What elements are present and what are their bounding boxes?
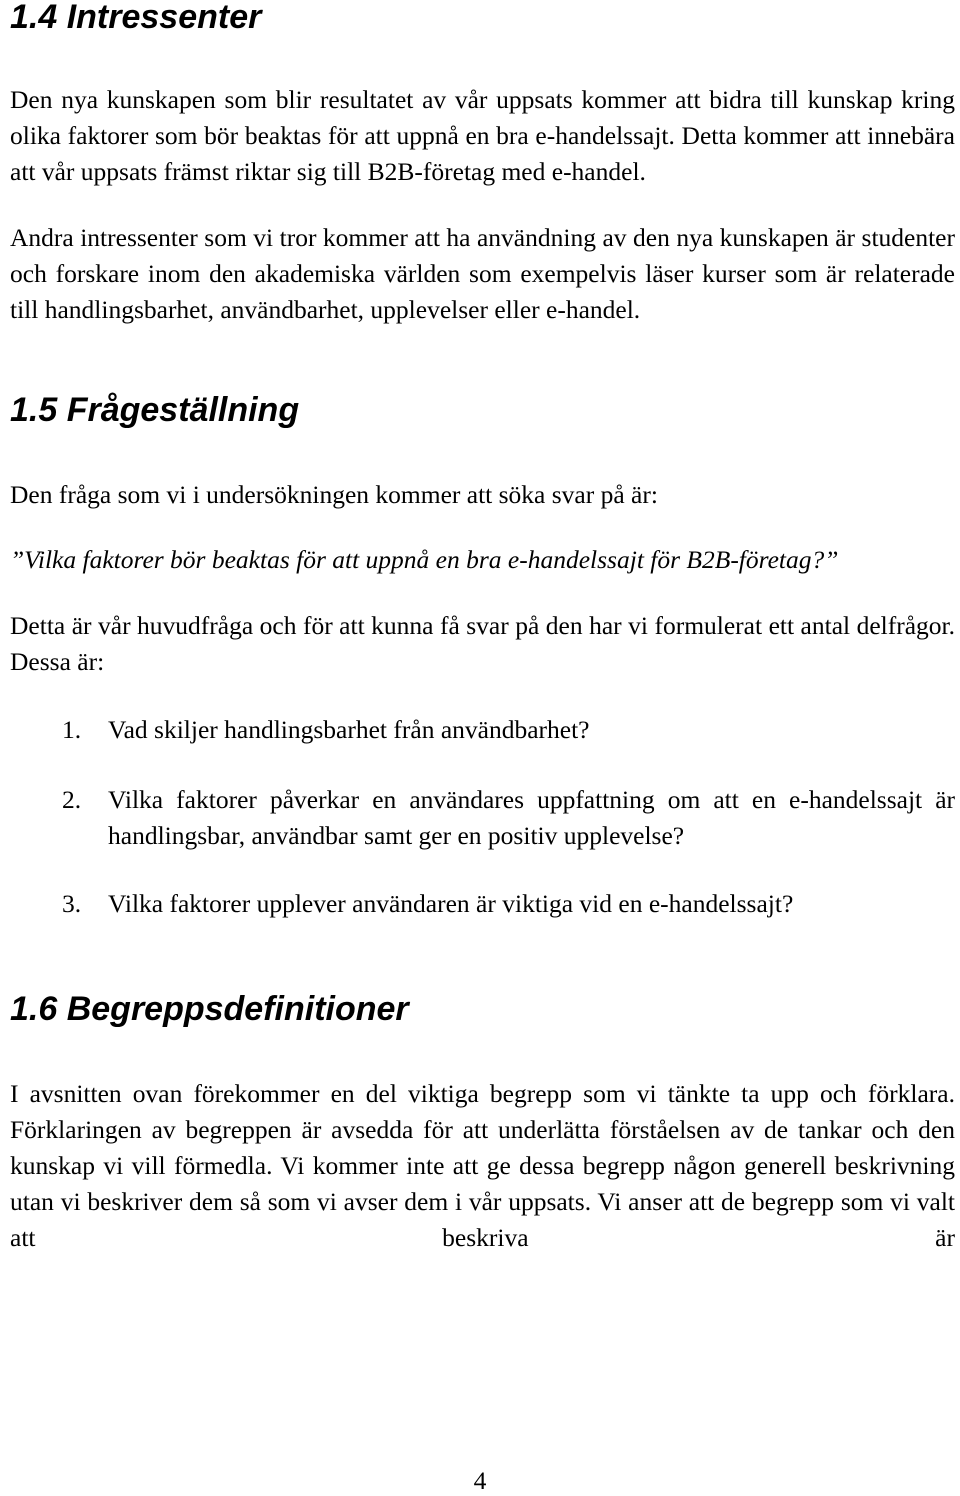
subquestion-list [10,712,955,922]
section-heading-fragestallning: 1.5 Frågeställning [10,391,300,429]
list-item [10,782,955,854]
list-item [10,886,955,922]
paragraph-begreppsdefinitioner: I avsnitten ovan förekommer en del viktiga begrepp som vi tänkte ta upp och förklara. Förklaringen av begreppen är avsedda för att underlätta förståelsen av de tankar och den kunskap vi vill förmedla. Vi kommer inte att ge dessa begrepp någon generell beskrivning utan vi beskriver dem så som vi avser dem i vår uppsats. Vi anser att de begrepp som vi valt att beskriva är [10,1079,955,1252]
page-number: 4 [473,1466,487,1495]
list-item-number: 2. [62,785,82,814]
paragraph-fragestallning-intro: Den fråga som vi i undersökningen kommer att söka svar på är: [10,480,658,509]
paragraph-intressenter-2: Andra intressenter som vi tror kommer att ha användning av den nya kunskapen är studenter och forskare inom den akademiska världen som exempelvis läser kurser som är relaterade till handlingsbarhet, användbarhet, upplevelser eller e-handel. [10,223,955,324]
main-research-question: ”Vilka faktorer bör beaktas för att uppnå en bra e-handelssajt för B2B-företag?” [10,545,839,574]
section-heading-begreppsdefinitioner: 1.6 Begreppsdefinitioner [10,990,409,1028]
list-item [10,712,955,748]
list-item-text: Vilka faktorer upplever användaren är viktiga vid en e-handelssajt? [108,889,794,918]
list-item-text: Vad skiljer handlingsbarhet från användbarhet? [108,715,590,744]
list-item-number: 3. [62,889,82,918]
list-item-text: Vilka faktorer påverkar en användares uppfattning om att en e-handelssajt är handlingsbar, användbar samt ger en positiv upplevelse? [108,785,955,850]
section-heading-intressenter: 1.4 Intressenter [10,0,262,36]
paragraph-intressenter-1: Den nya kunskapen som blir resultatet av vår uppsats kommer att bidra till kunskap kring olika faktorer som bör beaktas för att uppnå en bra e-handelssajt. Detta kommer att innebära att vår uppsats främst riktar sig till B2B-företag med e-handel. [10,85,955,186]
list-item-number: 1. [62,715,82,744]
document-page [10,0,955,1256]
paragraph-fragestallning-followup: Detta är vår huvudfråga och för att kunna få svar på den har vi formulerat ett antal delfrågor. Dessa är: [10,611,955,676]
